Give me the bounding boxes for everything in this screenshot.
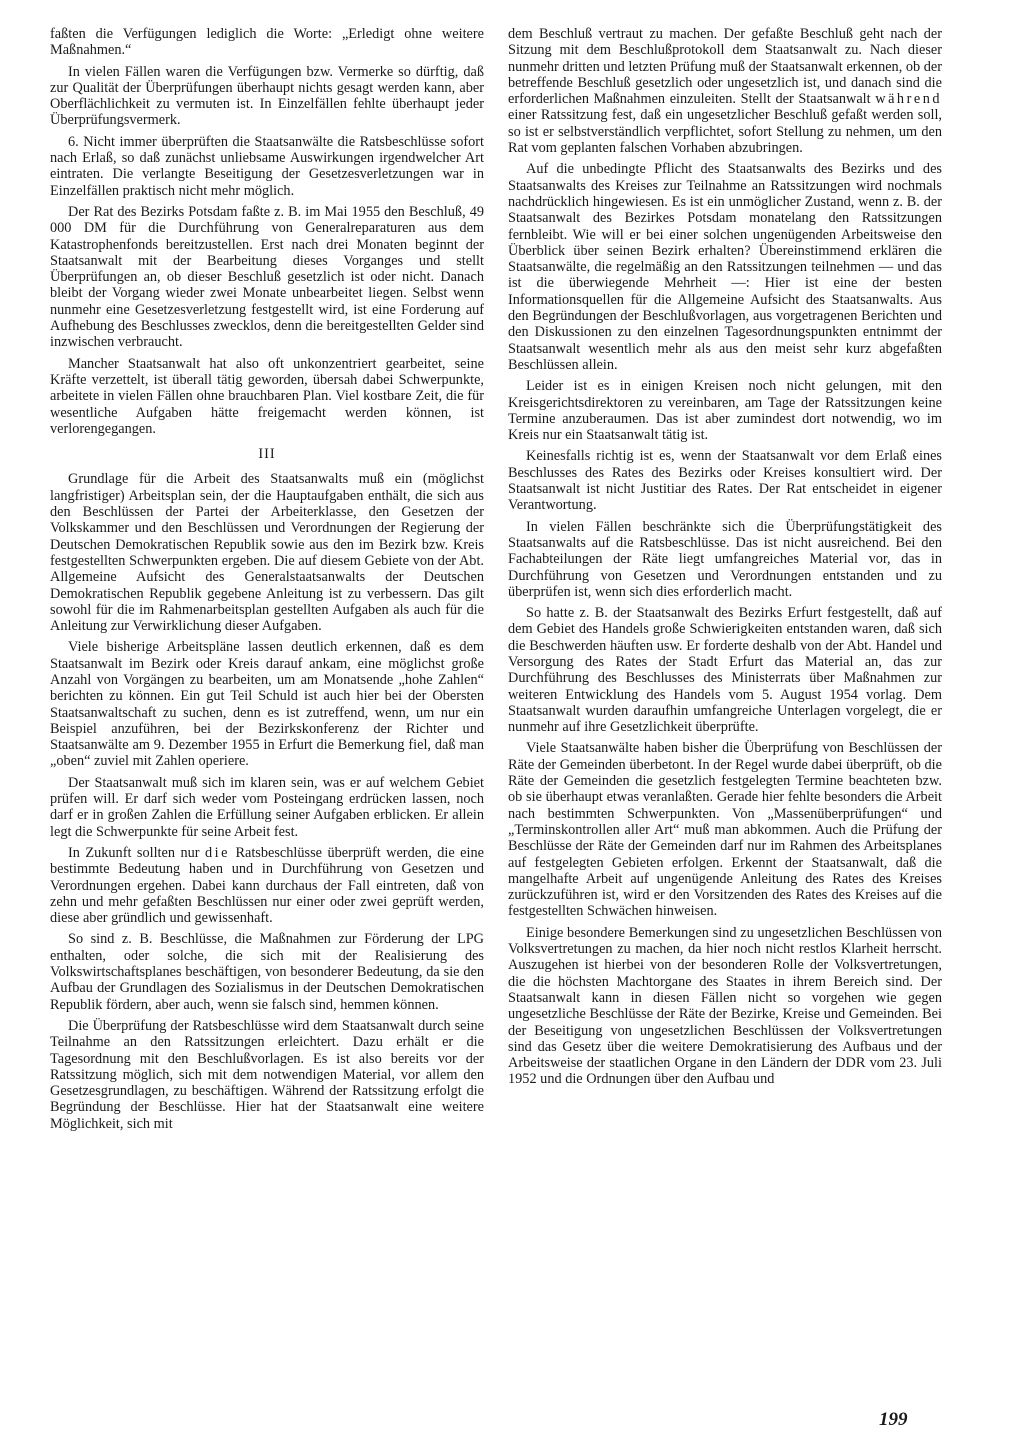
paragraph: In vielen Fällen beschränkte sich die Überprüfungstätigkeit des Staatsanwalts auf die Ratsbeschlüsse. Das ist nicht ausreichend. Bei den Fachabteilungen der Räte liegt umfangreiches Material vor, das in Durchführung von Gesetzen und Verordnungen entstanden und zu überprüfen ist, wenn sich dies erforderlich macht. bbox=[508, 518, 942, 600]
paragraph: Mancher Staatsanwalt hat also oft unkonzentriert gearbeitet, seine Kräfte verzettelt, ist überall tätig geworden, übersah dabei Schwerpunkte, arbeitete in vielen Fällen ohne brauchbaren Plan. Viel kostbare Zeit, die für wesentliche Aufgaben hätte freigemacht werden können, ist verlorengegangen. bbox=[50, 355, 484, 437]
text-run: In Zukunft sollten nur bbox=[68, 844, 206, 861]
left-column bbox=[50, 26, 484, 1137]
spaced-emphasis: die bbox=[205, 844, 230, 861]
paragraph: Viele bisherige Arbeitspläne lassen deutlich erkennen, daß es dem Staatsanwalt im Bezirk oder Kreis darauf ankam, eine möglichst große Anzahl von Vorgängen zu bearbeiten, um am Monatsende „hohe Zahlen“ berichten zu können. Ein gut Teil Schuld ist auch hier bei der Obersten Staatsanwaltschaft zu suchen, denn es ist zutreffend, wenn, um nur ein Beispiel anzuführen, bei der Bezirkskonferenz der Richter und Staatsanwälte am 9. Dezember 1955 in Erfurt die Bemerkung fiel, daß man „oben“ zuviel mit Zahlen operiere. bbox=[50, 639, 484, 770]
paragraph: Der Staatsanwalt muß sich im klaren sein, was er auf welchem Gebiet prüfen will. Er darf sich weder vom Posteingang erdrücken lassen, noch darf er in großen Zahlen die Erfüllung seiner Aufgaben erblicken. Er allein legt die Schwerpunkte für seine Arbeit fest. bbox=[50, 774, 484, 840]
text-run: einer Ratssitzung fest, daß ein ungesetzlicher Beschluß gefaßt werden soll, so ist er selbstverständlich verpflichtet, sofort Stellung zu nehmen, um den Rat vom geplanten falschen Vorhaben abzubringen. bbox=[508, 107, 942, 157]
paragraph: In vielen Fällen waren die Verfügungen bzw. Vermerke so dürftig, daß zur Qualität der Überprüfungen überhaupt nichts gesagt werden kann, aber Oberflächlichkeit zu vermuten ist. In Einzelfällen fehlte überhaupt jeder Überprüfungsvermerk. bbox=[50, 63, 484, 129]
paragraph: So hatte z. B. der Staatsanwalt des Bezirks Erfurt festgestellt, daß auf dem Gebiet des Handels große Schwierigkeiten entstanden waren, daß sich die Beschwerden häuften usw. Er forderte deshalb von der Abt. Handel und Versorgung des Rates der Stadt Erfurt das Material an, das zur Durchführung des Beschlusses des Ministerrats über Maßnahmen zur weiteren Entwicklung des Handels vom 5. August 1954 vorlag. Dem Staatsanwalt wurden daraufhin umfangreiche Unterlagen vorgelegt, die er nunmehr auf ihre Gesetzlichkeit überprüfte. bbox=[508, 605, 942, 736]
paragraph: 6. Nicht immer überprüften die Staatsanwälte die Ratsbeschlüsse sofort nach Erlaß, so daß zunächst unliebsame Auswirkungen irgendwelcher Art eintraten. Die verlangte Beseitigung der Gesetzesverletzungen war in Einzelfällen praktisch nicht mehr möglich. bbox=[50, 133, 484, 199]
paragraph: Die Überprüfung der Ratsbeschlüsse wird dem Staatsanwalt durch seine Teilnahme an den Ratssitzungen erleichtert. Dazu erhält er die Tagesordnung mit den Beschlußvorlagen. Es ist also bereits vor der Ratssitzung möglich, sich mit dem notwendigen Material, vor allem den Gesetzesgrundlagen, zu beschäftigen. Während der Ratssitzung erfolgt die Begründung der Beschlüsse. Hier hat der Staatsanwalt eine weitere Möglichkeit, sich mit bbox=[50, 1017, 484, 1132]
right-column bbox=[508, 26, 942, 1093]
paragraph: Der Rat des Bezirks Potsdam faßte z. B. im Mai 1955 den Beschluß, 49 000 DM für die Durchführung von Generalreparaturen aus dem Katastrophenfonds bereitzustellen. Erst nach drei Monaten beginnt der Staatsanwalt mit der Bearbeitung dieses Vorganges und stellt Überprüfungen an, ob dieser Beschluß gesetzlich ist oder nicht. Danach bleibt der Vorgang wieder zwei Monate unbearbeitet liegen. Selbst wenn nunmehr eine Gesetzesverletzung festgestellt wird, ist eine Forderung auf Aufhebung des Beschlusses zwecklos, denn die bereitgestellten Gelder sind inzwischen verbraucht. bbox=[50, 203, 484, 351]
text-run: Ratsbeschlüsse überprüft werden, die eine bestimmte Bedeutung haben und in Durchführung von Gesetzen und Verordnungen ergehen. Dabei kann durchaus der Fall eintreten, daß von zehn und mehr gefaßten Beschlüssen nur einer oder zwei geprüft werden, diese aber gründlich und gewissenhaft. bbox=[50, 844, 484, 927]
paragraph: Auf die unbedingte Pflicht des Staatsanwalts des Bezirks und des Staatsanwalts des Kreises zur Teilnahme an Ratssitzungen wird nochmals nachdrücklich hingewiesen. Es ist ein unmöglicher Zustand, wenn z. B. der Staatsanwalt des Bezirkes Potsdam monatelang den Ratssitzungen fernbleibt. Wie will er bei einer solchen ungenügenden Arbeitsweise den Überblick über seinen Bezirk erhalten? Übereinstimmend erklären die Staatsanwälte, die regelmäßig an den Ratssitzungen teilnehmen — und das ist die überwiegende Mehrheit —: Hier ist eine der besten Informationsquellen für die Allgemeine Aufsicht des Staatsanwalts. Aus den Begründungen der Beschlußvorlagen, aus vorgetragenen Berichten und den Diskussionen zu den einzelnen Tagesordnungspunkten entnimmt der Staatsanwalt wesentlich mehr als aus den meist sehr kurz abgefaßten Beschlüssen allein. bbox=[508, 161, 942, 373]
paragraph bbox=[50, 845, 484, 926]
page-number: 199 bbox=[879, 1409, 908, 1430]
paragraph bbox=[508, 26, 942, 156]
text-run: dem Beschluß vertraut zu machen. Der gefaßte Beschluß geht nach der Sitzung mit dem Beschlußprotokoll dem Staatsanwalt zu. Nach dieser nunmehr dritten und letzten Prüfung muß der Staatsanwalt erkennen, ob der betreffende Beschluß gesetzlich oder ungesetzlich ist, und danach sind die erforderlichen Maßnahmen einzuleiten. Stellt der Staatsanwalt bbox=[508, 26, 942, 108]
paragraph: So sind z. B. Beschlüsse, die Maßnahmen zur Förderung der LPG enthalten, oder solche, die sich mit der Realisierung des Volkswirtschaftsplanes beschäftigen, von besonderer Bedeutung, da sie den Aufbau der Grundlagen des Sozialismus in der Deutschen Demokratischen Republik fördern, aber auch, wenn sie falsch sind, hemmen können. bbox=[50, 931, 484, 1013]
paragraph: Einige besondere Bemerkungen sind zu ungesetzlichen Beschlüssen von Volksvertretungen zu machen, da hier noch nicht restlos Klarheit herrscht. Auszugehen ist hierbei von der besonderen Rolle der Volksvertretungen, die die höchsten Machtorgane des Staates in ihrem Bereich sind. Der Staatsanwalt kann in diesen Fällen nicht so vorgehen wie gegen ungesetzliche Beschlüsse der Räte der Bezirke, Kreise und Gemeinden. Bei der Beseitigung von ungesetzlichen Beschlüssen der Volksvertretungen sind das Gesetz über die weitere Demokratisierung des Aufbaus und der Arbeitsweise der staatlichen Organe in den Ländern der DDR vom 23. Juli 1952 und die Ordnungen über den Aufbau und bbox=[508, 924, 942, 1088]
paragraph: faßten die Verfügungen lediglich die Worte: „Erledigt ohne weitere Maßnahmen.“ bbox=[50, 26, 484, 59]
paragraph: Grundlage für die Arbeit des Staatsanwalts muß ein (möglichst langfristiger) Arbeitsplan sein, der die Hauptaufgaben enthält, die sich aus den Beschlüssen der Partei der Arbeiterklasse, den Gesetzen der Volkskammer und den Beschlüssen und Verordnungen der Regierung der Deutschen Demokratischen Republik sowie aus den im Bezirk bzw. Kreis festgestellten Schwerpunkten ergeben. Die auf diesem Gebiete von der Abt. Allgemeine Aufsicht des Generalstaatsanwalts der Deutschen Demokratischen Republik gegebene Anleitung ist zu verbessern. Das gilt sowohl für die im Rahmenarbeitsplan gestellten Aufgaben als auch für die Anleitung zur Verwirklichung dieser Aufgaben. bbox=[50, 471, 484, 635]
section-heading: III bbox=[258, 446, 276, 463]
paragraph: Viele Staatsanwälte haben bisher die Überprüfung von Beschlüssen der Räte der Gemeinden überbetont. In der Regel wurde dabei überprüft, ob die Räte der Gemeinden die gesetzlich festgelegten Termine beachteten bzw. ob sie überhaupt etwas veranlaßten. Gerade hier fehlte besonders die Arbeit nach bestimmten Schwerpunkten. Von „Massenüberprüfungen“ und „Terminskontrollen aller Art“ muß man abkommen. Auch die Prüfung der Beschlüsse der Räte der Gemeinden darf nur im Rahmen des Arbeitsplanes auf festgelegten Gebieten erfolgen. Erkennt der Staatsanwalt, daß die mangelhafte Arbeit auf ungenügende Anleitung des Rates des Kreises zurückzuführen ist, wird er den Vorsitzenden des Rates des Kreises auf die festgestellten Schwächen hinweisen. bbox=[508, 740, 942, 920]
paragraph: Keinesfalls richtig ist es, wenn der Staatsanwalt vor dem Erlaß eines Beschlusses des Rates des Bezirks oder Kreises konsultiert wird. Der Staatsanwalt ist nicht Justitiar des Rates. Der Rat entscheidet in eigener Verantwortung. bbox=[508, 448, 942, 514]
paragraph: Leider ist es in einigen Kreisen noch nicht gelungen, mit den Kreisgerichtsdirektoren zu vereinbaren, am Tage der Ratssitzungen keine Termine anzuberaumen. Das ist aber zumindest dort notwendig, wo im Kreis nur ein Staatsanwalt tätig ist. bbox=[508, 378, 942, 444]
spaced-emphasis: während bbox=[875, 91, 942, 108]
